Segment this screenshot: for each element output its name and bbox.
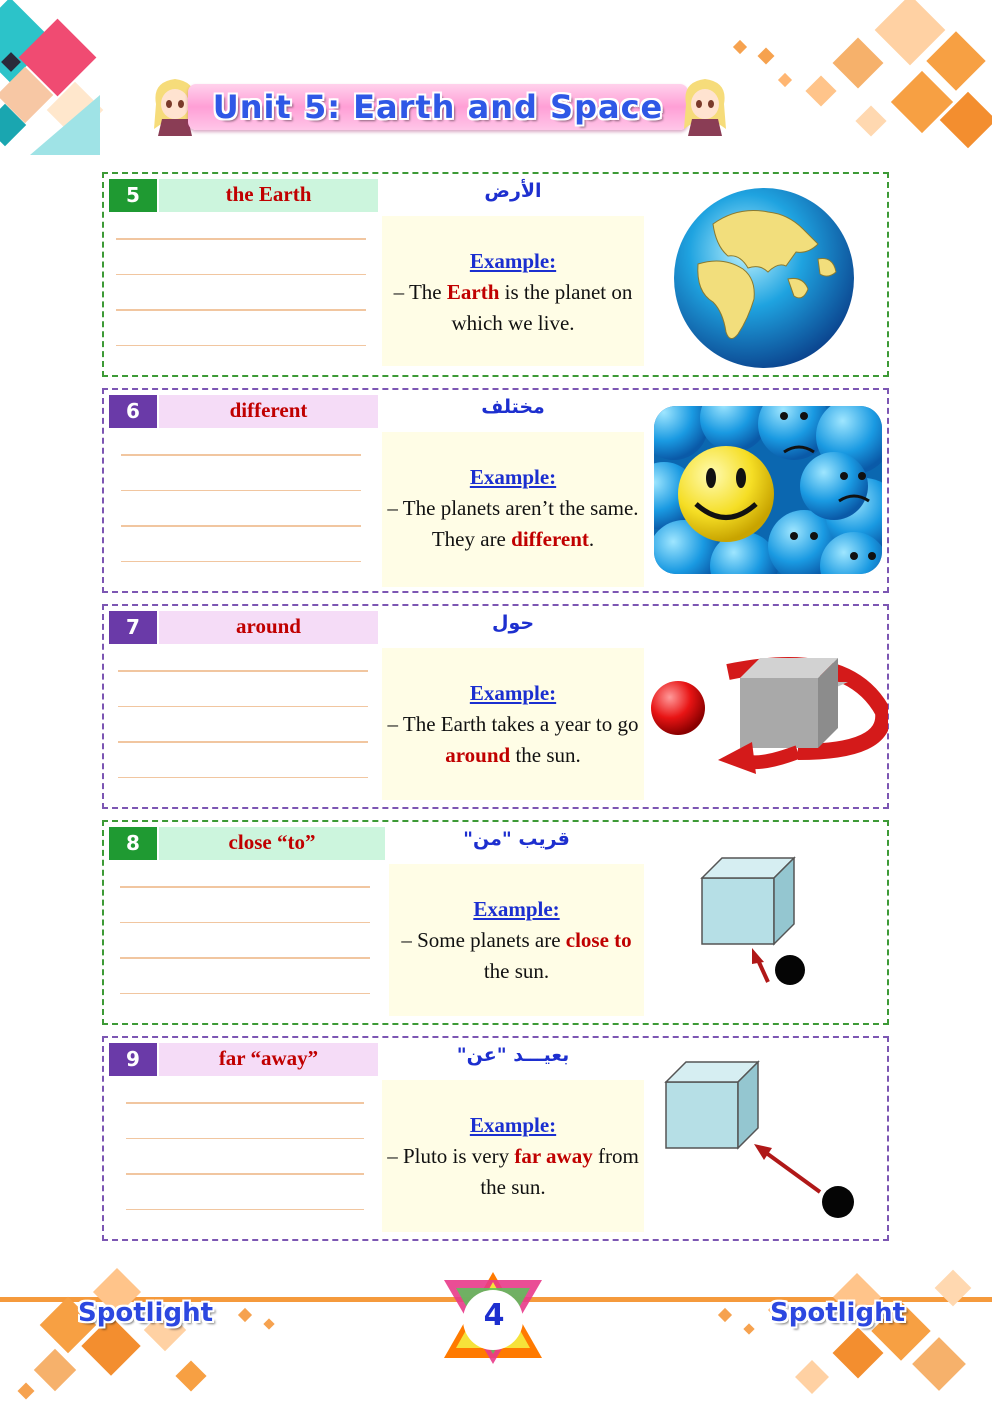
- vocab-word: around: [159, 611, 378, 644]
- earth-globe-icon: [668, 184, 860, 377]
- example-label: Example:: [469, 249, 557, 273]
- word-number: 8: [109, 827, 157, 860]
- page-number: 4: [483, 1298, 505, 1333]
- arabic-translation: بعيـــد "عن": [456, 1044, 570, 1066]
- vocab-card-earth: [102, 172, 889, 377]
- ball-close-to-cube-icon: [694, 852, 824, 997]
- writing-lines[interactable]: [120, 886, 370, 1028]
- example-text-end: the sun.: [510, 743, 581, 767]
- example-highlight: around: [445, 743, 511, 767]
- example-text: – Pluto is very: [387, 1144, 515, 1168]
- vocab-word: different: [159, 395, 378, 428]
- writing-lines[interactable]: [118, 670, 368, 812]
- brand-logo-left: Spotlight: [78, 1298, 214, 1328]
- example-label: Example:: [469, 465, 557, 489]
- vocab-card-around: [102, 604, 889, 809]
- example-text: – The Earth takes a year to go: [387, 712, 639, 736]
- corner-decoration-top-left: [0, 0, 130, 160]
- brand-logo-right: Spotlight: [770, 1298, 906, 1328]
- example-text-end: the sun.: [483, 959, 550, 983]
- ball-around-cube-icon: [648, 642, 888, 787]
- arabic-translation: الأرض: [484, 180, 542, 202]
- vocab-word: far “away”: [159, 1043, 378, 1076]
- writing-lines[interactable]: [116, 238, 366, 380]
- word-number: 7: [109, 611, 157, 644]
- example-box: [389, 864, 644, 1016]
- example-label: Example:: [469, 681, 557, 705]
- example-text-end: .: [588, 527, 595, 551]
- title-banner: [188, 84, 688, 130]
- vocab-card-different: [102, 388, 889, 593]
- ball-far-from-cube-icon: [660, 1054, 870, 1229]
- example-text: – The: [393, 280, 447, 304]
- example-box: [382, 1080, 644, 1232]
- writing-lines[interactable]: [126, 1102, 364, 1244]
- arabic-translation: قريب "من": [463, 828, 570, 850]
- smiley-faces-icon: [654, 406, 882, 579]
- example-label: Example:: [473, 897, 560, 921]
- example-highlight: close to: [565, 928, 632, 952]
- word-number: 9: [109, 1043, 157, 1076]
- corner-decoration-bottom-right: [690, 1265, 992, 1403]
- example-text: – Some planets are: [401, 928, 566, 952]
- vocab-word: the Earth: [159, 179, 378, 212]
- corner-decoration-bottom-left: [0, 1265, 300, 1403]
- example-highlight: far away: [514, 1144, 593, 1168]
- example-highlight: Earth: [446, 280, 500, 304]
- page-title: Unit 5: Earth and Space: [212, 88, 664, 126]
- example-text-end: is the planet on which we live.: [451, 280, 633, 335]
- girl-icon-right: [678, 74, 732, 138]
- vocab-card-far-away: [102, 1036, 889, 1241]
- example-label: Example:: [469, 1113, 557, 1137]
- example-text: – The planets aren’t the same. They are: [387, 496, 639, 551]
- example-highlight: different: [511, 527, 589, 551]
- word-number: 5: [109, 179, 157, 212]
- arabic-translation: مختلف: [481, 396, 545, 418]
- word-number: 6: [109, 395, 157, 428]
- corner-decoration-top-right: [720, 0, 992, 165]
- example-box: [382, 216, 644, 366]
- vocab-word: close “to”: [159, 827, 385, 860]
- writing-lines[interactable]: [121, 454, 361, 596]
- vocab-card-close-to: [102, 820, 889, 1025]
- example-box: [382, 432, 644, 587]
- arabic-translation: حول: [491, 612, 535, 634]
- example-box: [382, 648, 644, 800]
- example-text-end: from the sun.: [480, 1144, 639, 1199]
